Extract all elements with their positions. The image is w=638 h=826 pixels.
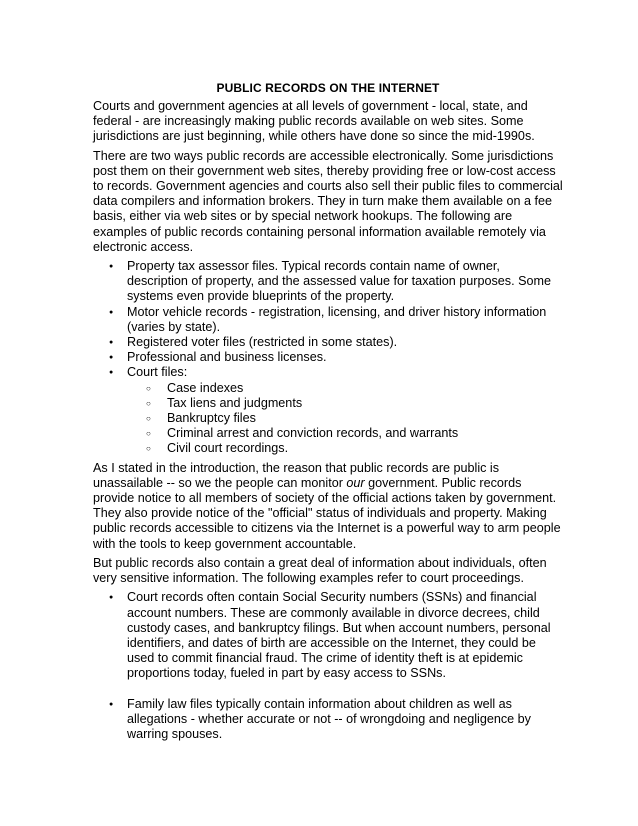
records-list (93, 259, 563, 457)
sublist-item: ○ Tax liens and judgments (167, 396, 563, 411)
list-item: ● Property tax assessor files. Typical records contain name of owner, description of property, and the assessed value for taxation purposes. Some systems even provide blueprints of the property. (127, 259, 563, 305)
list-item: ● Motor vehicle records - registration, licensing, and driver history information (varies by state). (127, 305, 563, 335)
list-item: ● Professional and business licenses. (127, 350, 563, 365)
emphasis-text: our (346, 475, 365, 490)
list-item-label: Court files: (127, 365, 188, 380)
document-title: PUBLIC RECORDS ON THE INTERNET (216, 81, 440, 95)
sublist-item: ○ Criminal arrest and conviction records, and warrants (167, 426, 563, 441)
sublist-item: ○ Civil court recordings. (167, 441, 563, 456)
sublist-item: ○ Case indexes (167, 381, 563, 396)
list-item-court-files (127, 365, 563, 456)
access-paragraph: There are two ways public records are accessible electronically. Some jurisdictions post them on their government web sites, thereby providing free or low-cost access to records. Government agencies and courts also sell their public files to commercial data compilers and information brokers. They in turn make them available on a fee basis, either via web sites or by special network hookups. The following are examples of public records containing personal information available remotely via electronic access. (93, 148, 563, 254)
paragraph-text: As I stated in the introduction, the reason that public records are public is unassailable -- so we the people can monitor (93, 460, 500, 490)
sensitive-info-paragraph: But public records also contain a great deal of information about individuals, often very sensitive information. The following examples refer to court proceedings. (93, 555, 547, 586)
court-files-sublist (127, 381, 563, 457)
public-records-paragraph (93, 461, 563, 552)
intro-paragraph: Courts and government agencies at all levels of government - local, state, and federal - are increasingly making public records available on web sites. Some jurisdictions are just beginning, while others have done so since the mid-1990s. (93, 99, 535, 144)
sublist-item: ○ Bankruptcy files (167, 411, 563, 426)
list-item: ● Family law files typically contain information about children as well as allegations - whether accurate or not -- of wrongdoing and negligence by warring spouses. (127, 697, 563, 743)
court-examples-list (93, 590, 563, 742)
paragraph-text: government. Public records provide notice to all members of society of the official actions taken by government. They also provide notice of the "official" status of individuals and property. Making public records accessible to citizens via the Internet is a powerful way to arm people with the tools to keep government accountable. (93, 475, 561, 551)
list-item: ● Court records often contain Social Security numbers (SSNs) and financial account numbers. These are commonly available in divorce decrees, child custody cases, and bankruptcy filings. But when account numbers, personal identifiers, and dates of birth are accessible on the Internet, they could be used to commit financial fraud. The crime of identity theft is at epidemic proportions today, fueled in part by easy access to SSNs. (127, 590, 563, 681)
document-content (93, 81, 563, 742)
list-item: ● Registered voter files (restricted in some states). (127, 335, 563, 350)
